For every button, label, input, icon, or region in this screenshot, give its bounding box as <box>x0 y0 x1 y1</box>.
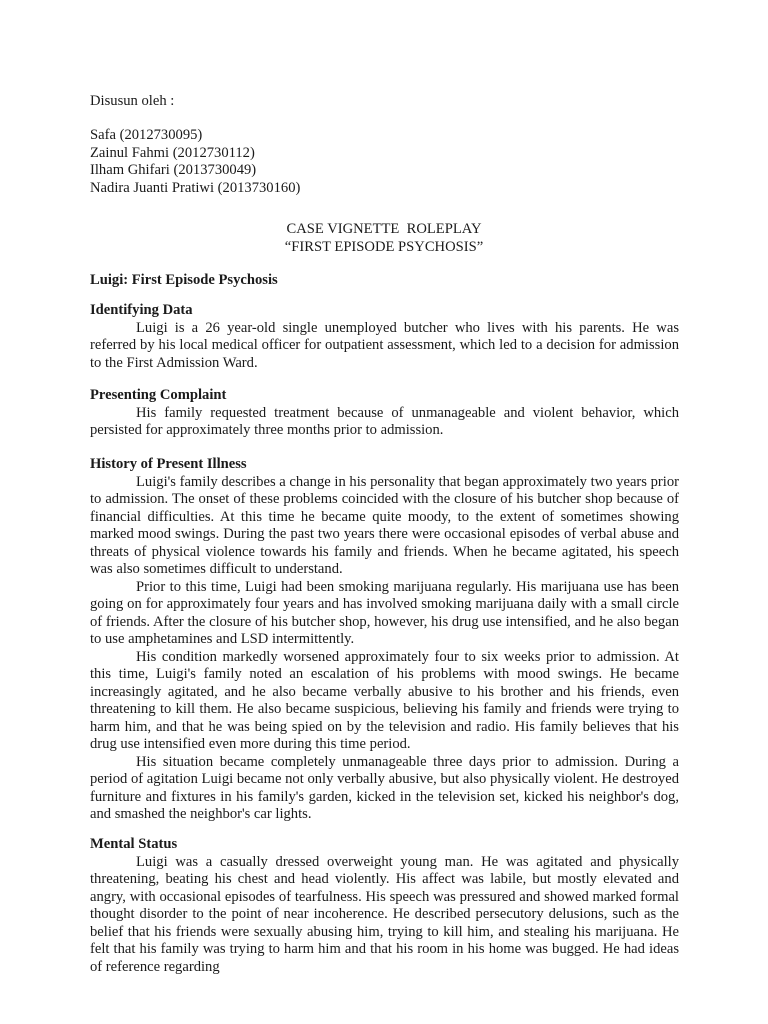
paragraph: Luigi is a 26 year-old single unemployed butcher who lives with his parents. He was referred by his local medical officer for outpatient assessment, which led to a decision for admission to the First Admission Ward. <box>90 319 679 371</box>
paragraph: Luigi's family describes a change in his personality that began approximately two years prior to admission. The onset of these problems coincided with the closure of his butcher shop because of financial difficulties. At this time he became quite moody, to the extent of sometimes showing marked mood swings. During the past two years there were occasional episodes of verbal abuse and threats of physical violence towards his family and friends. When he became agitated, his speech was also sometimes difficult to understand. <box>90 473 679 577</box>
section-mental-status <box>90 836 679 976</box>
title-line-2: “FIRST EPISODE PSYCHOSIS” <box>284 238 484 255</box>
section-heading: History of Present Illness <box>90 456 247 472</box>
section-history-present-illness <box>90 456 679 824</box>
case-subtitle: Luigi: First Episode Psychosis <box>90 272 278 288</box>
section-heading: Identifying Data <box>90 302 193 318</box>
section-presenting-complaint <box>90 387 679 440</box>
paragraph: His condition markedly worsened approximately four to six weeks prior to admission. At this time, Luigi's family noted an escalation of his problems with mood swings. He became increasingly agitated, and he also became verbally abusive to his brother and his friends, even threatening to kill them. He also became suspicious, believing his family and friends were trying to harm him, and that he was being spied on by the television and radio. His family believes that his drug use intensified even more during this time period. <box>90 648 679 752</box>
document-title <box>0 221 768 256</box>
byline: Disusun oleh : <box>90 93 175 109</box>
author-name: Safa (2012730095) <box>90 127 203 143</box>
author-name: Nadira Juanti Pratiwi (2013730160) <box>90 179 301 196</box>
section-identifying-data <box>90 302 679 372</box>
section-heading: Presenting Complaint <box>90 387 227 403</box>
author-name: Ilham Ghifari (2013730049) <box>90 162 257 178</box>
paragraph: His family requested treatment because of unmanageable and violent behavior, which persisted for approximately three months prior to admission. <box>90 404 679 438</box>
paragraph: His situation became completely unmanageable three days prior to admission. During a period of agitation Luigi became not only verbally abusive, but also physically violent. He destroyed furniture and fixtures in his family's garden, kicked in the television set, kicked his neighbor's dog, and smashed the neighbor's car lights. <box>90 753 679 822</box>
paragraph: Prior to this time, Luigi had been smoking marijuana regularly. His marijuana use has been going on for approximately four years and has involved smoking marijuana daily with a small circle of friends. After the closure of his butcher shop, however, his drug use intensified, and he also began to use amphetamines and LSD intermittently. <box>90 578 679 647</box>
section-heading: Mental Status <box>90 836 178 852</box>
author-list <box>90 127 300 197</box>
paragraph: Luigi was a casually dressed overweight young man. He was agitated and physically threatening, beating his chest and head violently. His affect was labile, but mostly elevated and angry, with occasional episodes of tearfulness. His speech was pressured and showed marked formal thought disorder to the point of near incoherence. He described persecutory delusions, such as the belief that his friends were sexually abusing him, trying to kill him, and stealing his marijuana. He felt that his family was trying to harm him and that his room in his home was bugged. He had ideas of reference regarding <box>90 853 679 975</box>
title-line-1: CASE VIGNETTE ROLEPLAY <box>286 221 482 237</box>
author-name: Zainul Fahmi (2012730112) <box>90 144 255 161</box>
